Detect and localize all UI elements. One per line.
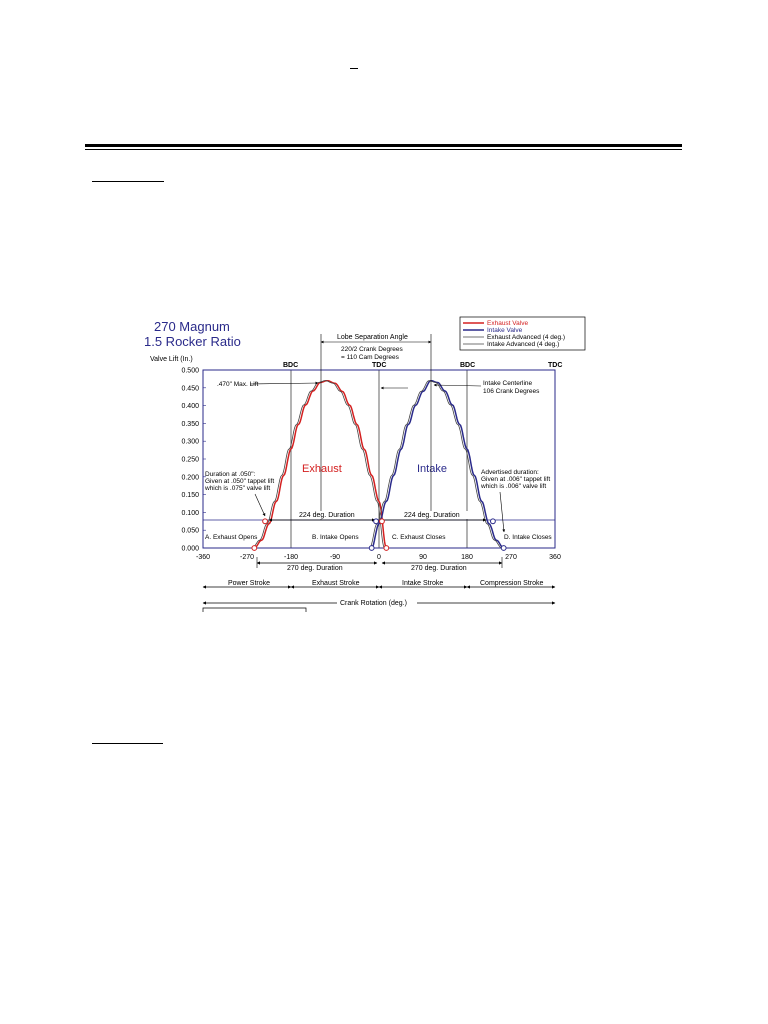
y-tick-9: 0.450 [181,385,199,393]
bdc-label-2: BDC [460,362,476,369]
x-tick-0: -360 [195,554,211,561]
intake-centerline-label-2: 106 Crank Degrees [483,388,540,395]
max-lift-arrow [250,383,318,384]
intake-centerline-label-1: Intake Centerline [483,380,533,387]
chart-legend [460,317,585,350]
chart-subtitle: 1.5 Rocker Ratio [144,334,241,349]
dur050-note-3: which is .075" valve lift [205,485,271,492]
event-marker-2 [369,546,374,551]
chart-title: 270 Magnum [154,319,230,334]
intake-curve-label: Intake [417,463,447,475]
lsa-calc-1: 220/2 Crank Degrees [341,346,403,353]
dur050-note-1: Duration at .050": [205,471,256,478]
stroke-power-label: Power Stroke [228,580,271,587]
dur050-pointer [255,494,265,516]
y-tick-8: 0.400 [181,403,199,411]
tdc-label-2: TDC [548,362,563,369]
legend-label-intake: Intake Valve [487,327,523,334]
x-tick-labels [196,554,561,561]
event-marker-4 [380,519,385,524]
lsa-calc-2: = 110 Cam Degrees [341,354,399,361]
max-lift-label: .470" Max. Lift [217,381,259,388]
y-tick-1: 0.050 [181,527,199,535]
event-marker-0 [252,546,257,551]
adv-pointer [500,492,504,532]
x-tick-7: 270 [505,554,517,561]
event-marker-1 [263,519,268,524]
x-tick-8: 360 [549,554,561,561]
dur224-exh-label: 224 deg. Duration [299,512,355,519]
dur270-exh-label: 270 deg. Duration [287,565,343,572]
y-tick-2: 0.100 [181,509,199,517]
y-tick-3: 0.150 [181,492,199,500]
x-axis-label: Crank Rotation (deg.) [340,600,407,607]
y-tick-10: 0.500 [181,367,199,375]
event-b-label: B. Intake Opens [312,534,359,541]
stroke-intake-label: Intake Stroke [402,580,444,587]
x-tick-1: -270 [239,554,255,561]
tdc-label-1: TDC [372,362,387,369]
adv-note-2: Given at .006" tappet lift [481,476,551,483]
y-tick-labels [181,368,206,553]
adv-note-3: which is .006" valve lift [481,483,547,490]
y-tick-6: 0.300 [181,438,199,446]
legend-label-intake-adv: Intake Advanced (4 deg.) [487,341,560,348]
y-axis-label: Valve Lift (In.) [150,356,193,363]
event-marker-5 [384,546,389,551]
stroke-compression-label: Compression Stroke [480,580,544,587]
dur224-int-label: 224 deg. Duration [404,512,460,519]
x-tick-4: 0 [377,554,381,561]
exhaust-curve-label: Exhaust [302,463,342,475]
legend-label-exhaust: Exhaust Valve [487,320,529,327]
x-tick-6: 180 [461,554,473,561]
x-tick-3: -90 [329,554,341,561]
adv-note-1: Advertised duration: [481,469,539,476]
stroke-exhaust-label: Exhaust Stroke [312,580,360,587]
bracket-mark [203,608,306,612]
x-tick-5: 90 [419,554,427,561]
y-tick-4: 0.200 [181,474,199,482]
event-marker-7 [501,546,506,551]
event-marker-3 [374,519,379,524]
event-c-label: C. Exhaust Closes [392,534,446,541]
event-marker-6 [491,519,496,524]
bdc-label-1: BDC [283,362,299,369]
y-tick-0: 0.000 [181,545,199,553]
y-tick-5: 0.250 [181,456,199,464]
dur270-int-label: 270 deg. Duration [411,565,467,572]
x-tick-2: -180 [283,554,299,561]
dur050-note-2: Given at .050" tappet lift [205,478,275,485]
lsa-label: Lobe Separation Angle [337,334,408,341]
y-tick-7: 0.350 [181,420,199,428]
legend-label-exhaust-adv: Exhaust Advanced (4 deg.) [487,334,566,341]
event-d-label: D. Intake Closes [504,534,552,541]
event-a-label: A. Exhaust Opens [205,534,258,541]
